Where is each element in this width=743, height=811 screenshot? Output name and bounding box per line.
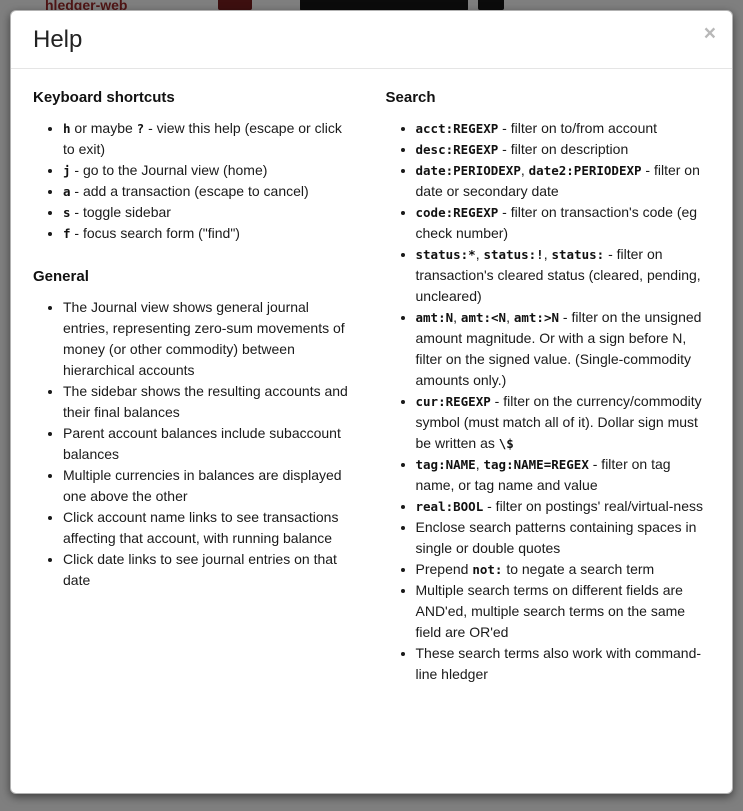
plain-text: Click account name links to see transactions affecting that account, with running balance — [63, 508, 339, 546]
list-item — [63, 381, 356, 423]
code-text: acct:REGEXP — [415, 120, 499, 136]
list-item — [416, 391, 709, 454]
plain-text: - add a transaction (escape to cancel) — [70, 182, 309, 199]
list-item — [63, 507, 356, 549]
plain-text: - filter on the unsigned amount magnitude. Or with a sign before N, filter on the signed value. (Single-commodity amounts only.) — [415, 308, 702, 388]
help-modal — [10, 10, 733, 794]
plain-text: , — [475, 455, 484, 472]
list-item — [416, 496, 709, 517]
help-list — [33, 118, 356, 244]
plain-text: - focus search form ("find") — [70, 224, 240, 241]
help-column-left — [33, 89, 356, 591]
code-text: cur:REGEXP — [415, 393, 491, 409]
help-section — [386, 89, 709, 685]
code-text: desc:REGEXP — [415, 141, 499, 157]
list-item — [416, 643, 709, 685]
plain-text: to negate a search term — [502, 560, 655, 577]
plain-text: Prepend — [415, 560, 473, 577]
plain-text: , — [506, 308, 514, 325]
modal-header — [11, 11, 732, 69]
code-text: amt:N — [415, 309, 454, 325]
list-item — [63, 549, 356, 591]
plain-text: - filter on description — [498, 140, 629, 157]
list-item — [63, 181, 356, 202]
list-item — [416, 559, 709, 580]
list-item — [63, 423, 356, 465]
plain-text: - filter on the currency/commodity symbol (must match all of it). Dollar sign must be written as — [415, 392, 702, 451]
plain-text: Click date links to see journal entries on that date — [63, 550, 337, 588]
modal-body — [11, 69, 732, 705]
help-section — [33, 268, 356, 591]
list-item — [63, 223, 356, 244]
code-text: j — [63, 162, 71, 178]
section-heading: General — [33, 267, 89, 285]
modal-title: Help — [33, 26, 83, 53]
plain-text: - view this help (escape or click to exit) — [63, 119, 342, 157]
code-text: status:* — [415, 246, 476, 262]
code-text: \$ — [498, 435, 514, 451]
code-text: date:PERIODEXP — [415, 162, 521, 178]
plain-text: - filter on transaction's code (eg check number) — [415, 203, 698, 241]
plain-text: - filter on date or secondary date — [415, 161, 700, 199]
plain-text: - filter on postings' real/virtual-ness — [483, 497, 703, 514]
list-item — [416, 517, 709, 559]
help-column-right — [386, 89, 709, 685]
code-text: a — [63, 183, 71, 199]
list-item — [416, 118, 709, 139]
code-text: f — [63, 225, 71, 241]
code-text: ? — [136, 120, 145, 136]
plain-text: Parent account balances include subaccount balances — [63, 424, 341, 462]
plain-text: Multiple search terms on different fields are AND'ed, multiple search terms on the same field are OR'ed — [415, 581, 686, 640]
section-heading: Search — [385, 88, 436, 106]
close-icon[interactable]: × — [703, 22, 716, 45]
code-text: not: — [472, 561, 503, 577]
plain-text: Multiple currencies in balances are displayed one above the other — [63, 466, 342, 504]
help-list — [386, 118, 709, 685]
plain-text: - go to the Journal view (home) — [70, 161, 268, 178]
list-item — [416, 580, 709, 643]
help-section — [33, 89, 356, 244]
plain-text: The sidebar shows the resulting accounts and their final balances — [63, 382, 348, 420]
code-text: h — [63, 120, 71, 136]
list-item — [63, 202, 356, 223]
code-text: date2:PERIODEXP — [528, 162, 642, 178]
list-item — [416, 307, 709, 391]
plain-text: - filter on to/from account — [498, 119, 658, 136]
section-heading: Keyboard shortcuts — [33, 88, 175, 106]
list-item — [416, 454, 709, 496]
plain-text: - toggle sidebar — [70, 203, 171, 220]
plain-text: , — [520, 161, 529, 178]
list-item — [63, 297, 356, 381]
code-text: status:! — [483, 246, 544, 262]
code-text: status: — [551, 246, 605, 262]
list-item — [63, 118, 356, 160]
code-text: tag:NAME — [415, 456, 476, 472]
plain-text: - filter on transaction's cleared status (cleared, pending, uncleared) — [415, 245, 701, 304]
code-text: code:REGEXP — [415, 204, 499, 220]
plain-text: , — [543, 245, 552, 262]
list-item — [416, 160, 709, 202]
help-list — [33, 297, 356, 591]
plain-text: Enclose search patterns containing spaces in single or double quotes — [415, 518, 697, 556]
plain-text: - filter on tag name, or tag name and value — [415, 455, 671, 493]
plain-text: The Journal view shows general journal entries, representing zero-sum movements of money (or other commodity) between hierarchical accounts — [63, 298, 345, 378]
list-item — [63, 160, 356, 181]
list-item — [416, 244, 709, 307]
list-item — [416, 139, 709, 160]
code-text: amt:<N — [460, 309, 507, 325]
plain-text: These search terms also work with command-line hledger — [415, 644, 702, 682]
code-text: tag:NAME=REGEX — [483, 456, 589, 472]
plain-text: , — [453, 308, 461, 325]
plain-text: or maybe — [70, 119, 137, 136]
list-item — [416, 202, 709, 244]
code-text: s — [63, 204, 71, 220]
code-text: real:BOOL — [415, 498, 484, 514]
code-text: amt:>N — [513, 309, 560, 325]
list-item — [63, 465, 356, 507]
plain-text: , — [475, 245, 484, 262]
